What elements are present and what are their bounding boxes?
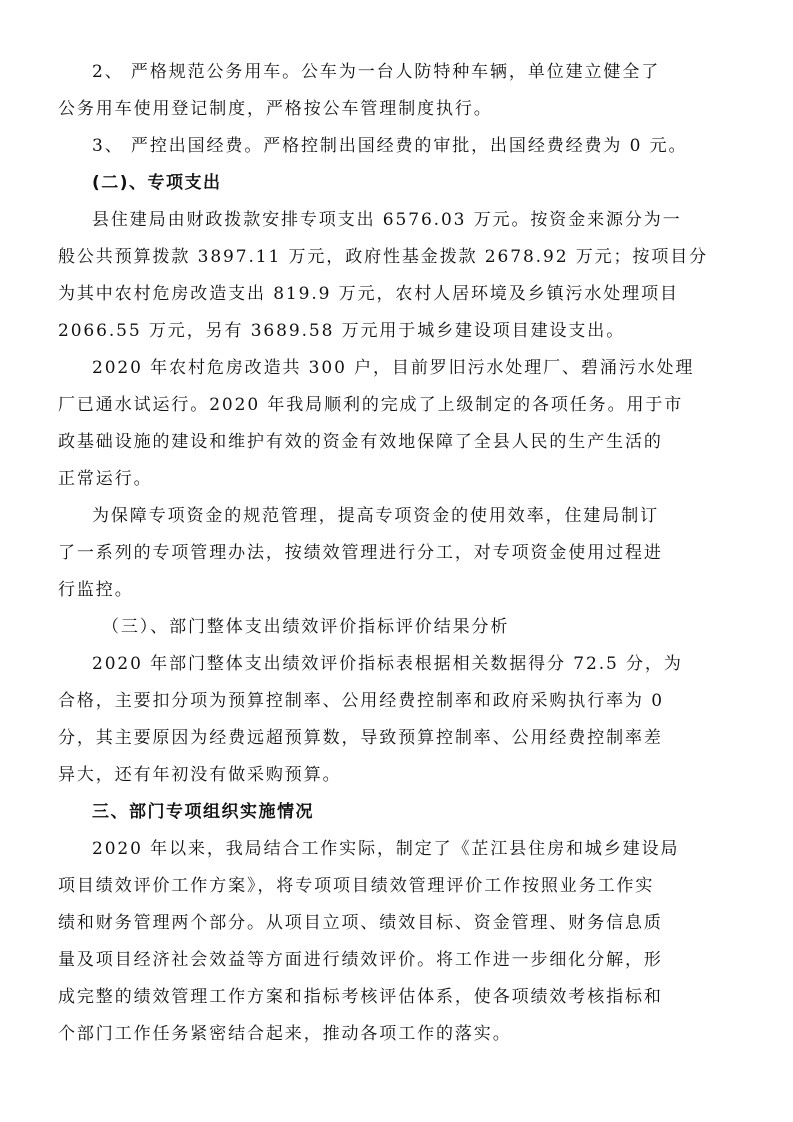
paragraph-line: 2、 严格规范公务用车。公车为一台人防特种车辆，单位建立健全了 bbox=[92, 62, 661, 82]
paragraph-line: 为其中农村危房改造支出 819.9 万元，农村人居环境及乡镇污水处理项目 bbox=[58, 284, 679, 304]
section-heading: （三）、部门整体支出绩效评价指标评价结果分析 bbox=[102, 617, 510, 637]
paragraph-line: 项目绩效评价工作方案》，将专项项目绩效管理评价工作按照业务工作实 bbox=[58, 876, 655, 896]
paragraph-line: 个部门工作任务紧密结合起来，推动各项工作的落实。 bbox=[58, 1024, 512, 1044]
paragraph-line: 厂已通水试运行。2020 年我局顺利的完成了上级制定的各项任务。用于市 bbox=[58, 395, 684, 415]
paragraph-line: 成完整的绩效管理工作方案和指标考核评估体系，使各项绩效考核指标和 bbox=[58, 987, 663, 1007]
paragraph-line: 量及项目经济社会效益等方面进行绩效评价。将工作进一步细化分解，形 bbox=[58, 950, 663, 970]
section-heading: (二)、专项支出 bbox=[92, 173, 222, 193]
section-heading: 三、部门专项组织实施情况 bbox=[92, 802, 314, 822]
paragraph-line: 异大，还有年初没有做采购预算。 bbox=[58, 765, 342, 785]
paragraph-line: 分，其主要原因为经费远超预算数，导致预算控制率、公用经费控制率差 bbox=[58, 728, 663, 748]
paragraph-line: 为保障专项资金的规范管理，提高专项资金的使用效率，住建局制订 bbox=[92, 506, 659, 526]
paragraph-line: 2020 年农村危房改造共 300 户，目前罗旧污水处理厂、碧涌污水处理 bbox=[92, 358, 695, 378]
paragraph-line: 了一系列的专项管理办法，按绩效管理进行分工，对专项资金使用过程进 bbox=[58, 543, 663, 563]
paragraph-line: 2066.55 万元，另有 3689.58 万元用于城乡建设项目建设支出。 bbox=[58, 321, 626, 341]
paragraph-line: 3、 严控出国经费。严格控制出国经费的审批，出国经费经费为 0 元。 bbox=[92, 136, 688, 156]
paragraph-line: 行监控。 bbox=[58, 580, 134, 600]
paragraph-line: 般公共预算拨款 3897.11 万元，政府性基金拨款 2678.92 万元；按项目分 bbox=[58, 247, 709, 267]
paragraph-line: 合格，主要扣分项为预算控制率、公用经费控制率和政府采购执行率为 0 bbox=[58, 691, 664, 711]
paragraph-line: 公务用车使用登记制度，严格按公车管理制度执行。 bbox=[58, 99, 493, 119]
paragraph-line: 绩和财务管理两个部分。从项目立项、绩效目标、资金管理、财务信息质 bbox=[58, 913, 663, 933]
paragraph-line: 2020 年部门整体支出绩效评价指标表根据相关数据得分 72.5 分，为 bbox=[92, 654, 683, 674]
paragraph-line: 正常运行。 bbox=[58, 469, 153, 489]
paragraph-line: 县住建局由财政拨款安排专项支出 6576.03 万元。按资金来源分为一 bbox=[92, 210, 682, 230]
paragraph-line: 2020 年以来，我局结合工作实际，制定了《芷江县住房和城乡建设局 bbox=[92, 839, 680, 859]
paragraph-line: 政基础设施的建设和维护有效的资金有效地保障了全县人民的生产生活的 bbox=[58, 432, 663, 452]
